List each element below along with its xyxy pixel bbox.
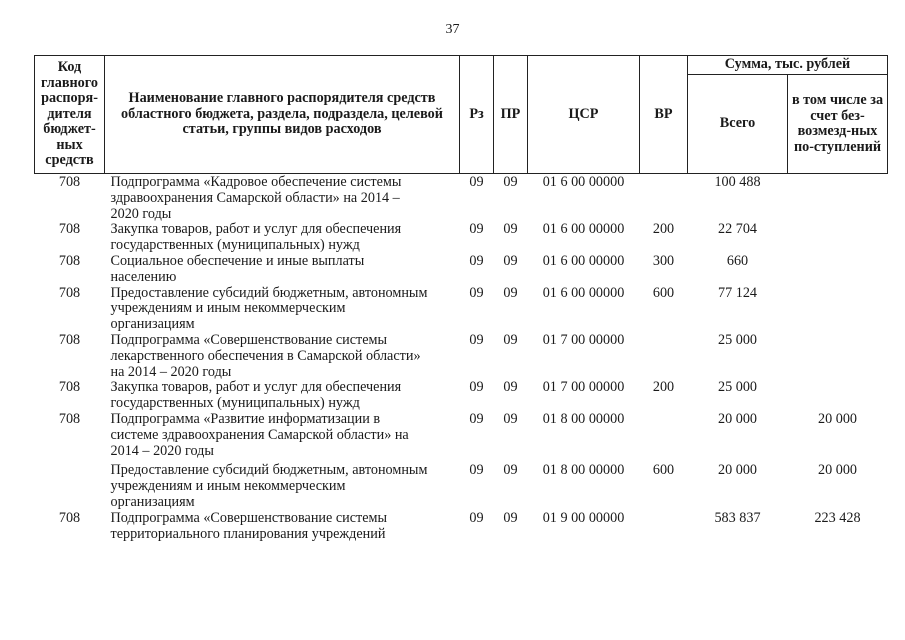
cell-pr: 09 [503, 331, 518, 348]
cell-code: 708 [58, 284, 81, 301]
header-rz: Рз [460, 56, 494, 174]
header-vr: ВР [640, 56, 688, 174]
cell-incl [788, 380, 888, 412]
table-body [35, 174, 888, 543]
cell-code [35, 459, 105, 510]
cell-incl [788, 222, 888, 254]
cell-rz: 09 [469, 331, 484, 348]
cell-incl: 20 000 [817, 462, 857, 479]
cell-name: Закупка товаров, работ и услуг для обеспечения государственных (муниципальных) нужд [110, 379, 402, 412]
cell-pr: 09 [503, 252, 518, 269]
cell-code: 708 [58, 252, 81, 269]
cell-name: Закупка товаров, работ и услуг для обеспечения государственных (муниципальных) нужд [110, 221, 402, 254]
cell-code: 708 [58, 331, 81, 348]
cell-pr: 09 [503, 379, 518, 396]
table-row [35, 412, 888, 459]
cell-pr: 09 [503, 174, 518, 190]
cell-incl [788, 286, 888, 333]
cell-vr: 600 [652, 284, 675, 301]
cell-csr: 01 9 00 00000 [542, 509, 625, 526]
cell-pr: 09 [503, 221, 518, 238]
cell-code: 708 [58, 221, 81, 238]
page-number: 37 [445, 22, 460, 37]
header-csr: ЦСР [528, 56, 640, 174]
cell-csr: 01 6 00 00000 [542, 221, 625, 238]
table-row [35, 380, 888, 412]
cell-total: 100 488 [714, 174, 761, 190]
cell-vr [640, 412, 688, 459]
cell-csr: 01 7 00 00000 [542, 331, 625, 348]
cell-code: 708 [58, 410, 81, 427]
cell-name: Социальное обеспечение и иные выплаты населению [110, 252, 365, 285]
cell-incl [788, 333, 888, 380]
cell-pr: 09 [503, 410, 518, 427]
cell-incl: 20 000 [817, 410, 857, 427]
cell-rz: 09 [469, 410, 484, 427]
cell-rz: 09 [469, 221, 484, 238]
table-row [35, 511, 888, 543]
cell-rz: 09 [469, 379, 484, 396]
cell-pr: 09 [503, 462, 518, 479]
cell-vr: 600 [652, 462, 675, 479]
cell-rz: 09 [469, 252, 484, 269]
cell-code: 708 [58, 509, 81, 526]
cell-name: Предоставление субсидий бюджетным, автономным учреждениям и иным некоммерческим организациям [110, 462, 428, 510]
cell-incl [788, 254, 888, 286]
cell-csr: 01 6 00 00000 [542, 252, 625, 269]
cell-name: Подпрограмма «Совершенствование системы лекарственного обеспечения в Самарской области» на 2014 – 2020 годы [110, 331, 421, 380]
cell-name: Предоставление субсидий бюджетным, автономным учреждениям и иным некоммерческим организациям [110, 284, 428, 333]
cell-csr: 01 6 00 00000 [542, 284, 625, 301]
cell-total: 22 704 [717, 221, 757, 238]
table-row [35, 254, 888, 286]
cell-total: 77 124 [717, 284, 757, 301]
table-row [35, 333, 888, 380]
cell-vr [640, 511, 688, 543]
table-row [35, 222, 888, 254]
cell-csr: 01 7 00 00000 [542, 379, 625, 396]
cell-total: 25 000 [717, 379, 757, 396]
cell-pr: 09 [503, 284, 518, 301]
cell-incl: 223 428 [814, 509, 861, 526]
table-row [35, 286, 888, 333]
cell-csr: 01 6 00 00000 [542, 174, 625, 190]
cell-name: Подпрограмма «Совершенствование системы территориального планирования учреждений [110, 509, 388, 542]
header-name: Наименование главного распорядителя средств областного бюджета, раздела, подраздела, целевой статьи, группы видов расходов [105, 56, 460, 174]
cell-total: 20 000 [717, 462, 757, 479]
header-incl: в том числе за счет без-возмезд-ных по-ступлений [788, 75, 888, 174]
cell-vr [640, 333, 688, 380]
cell-incl [788, 174, 888, 223]
cell-vr [640, 174, 688, 223]
cell-total: 660 [726, 252, 749, 269]
cell-name: Подпрограмма «Кадровое обеспечение системы здравоохранения Самарской области» на 2014 – 2020 годы [110, 174, 402, 222]
cell-pr: 09 [503, 509, 518, 526]
cell-total: 25 000 [717, 331, 757, 348]
header-total: Всего [688, 75, 788, 174]
cell-vr: 200 [652, 221, 675, 238]
header-sum: Сумма, тыс. рублей [688, 56, 888, 75]
header-code: Код главного распоря-дителя бюджет-ных средств [35, 56, 105, 174]
cell-rz: 09 [469, 284, 484, 301]
cell-total: 20 000 [717, 410, 757, 427]
cell-vr: 200 [652, 379, 675, 396]
cell-code: 708 [58, 379, 81, 396]
budget-table [34, 55, 888, 542]
table-header [35, 56, 888, 174]
cell-total: 583 837 [714, 509, 761, 526]
cell-csr: 01 8 00 00000 [542, 410, 625, 427]
cell-code: 708 [58, 174, 81, 190]
cell-rz: 09 [469, 174, 484, 190]
cell-rz: 09 [469, 462, 484, 479]
table-row [35, 174, 888, 223]
table-row [35, 459, 888, 510]
cell-name: Подпрограмма «Развитие информатизации в системе здравоохранения Самарской области» на 2014 – 2020 годы [110, 410, 409, 459]
cell-rz: 09 [469, 509, 484, 526]
cell-csr: 01 8 00 00000 [542, 462, 625, 479]
header-pr: ПР [494, 56, 528, 174]
cell-vr: 300 [652, 252, 675, 269]
